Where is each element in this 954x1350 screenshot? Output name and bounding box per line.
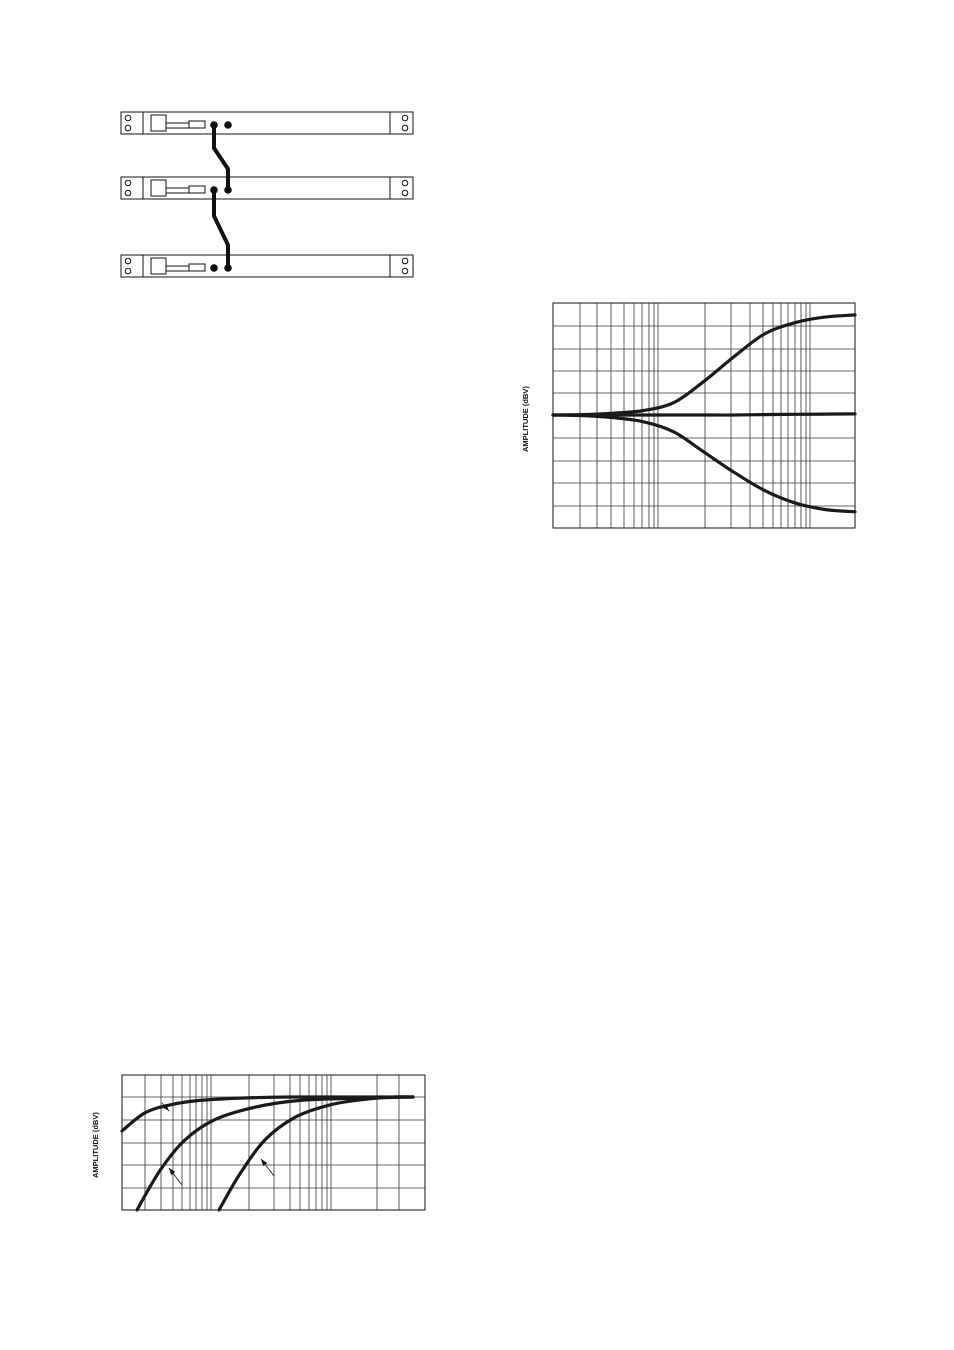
display-window [151, 180, 166, 196]
rack-screw-hole [125, 268, 131, 274]
rack-screw-hole [402, 115, 408, 121]
jack-in [210, 264, 218, 272]
display-window [151, 115, 166, 131]
rack-screw-hole [125, 115, 131, 121]
amplitude-shelving-chart [521, 303, 855, 528]
chart1-ylabel: AMPLITUDE (dBV) [521, 386, 530, 452]
connector-slot [166, 188, 189, 193]
rack-screw-hole [125, 190, 131, 196]
jack-out [224, 121, 232, 129]
connector-slot [166, 123, 189, 128]
rack-screw-hole [402, 125, 408, 131]
connector-plug [189, 121, 205, 128]
rack-screw-hole [402, 258, 408, 264]
amplitude-highpass-chart [91, 1075, 425, 1210]
chart2-ylabel: AMPLITUDE (dBV) [91, 1112, 100, 1178]
rack-screw-hole [402, 190, 408, 196]
chart2-plot-area [122, 1075, 425, 1210]
rack-screw-hole [125, 125, 131, 131]
rack-screw-hole [402, 268, 408, 274]
display-window [151, 258, 166, 274]
rack-daisy-chain-diagram [121, 112, 413, 277]
connector-slot [166, 266, 189, 271]
rack-screw-hole [125, 258, 131, 264]
chart1-series-2-line [553, 414, 855, 415]
connector-plug [189, 264, 205, 271]
rack-screw-hole [125, 180, 131, 186]
rack-screw-hole [402, 180, 408, 186]
connector-plug [189, 186, 205, 193]
